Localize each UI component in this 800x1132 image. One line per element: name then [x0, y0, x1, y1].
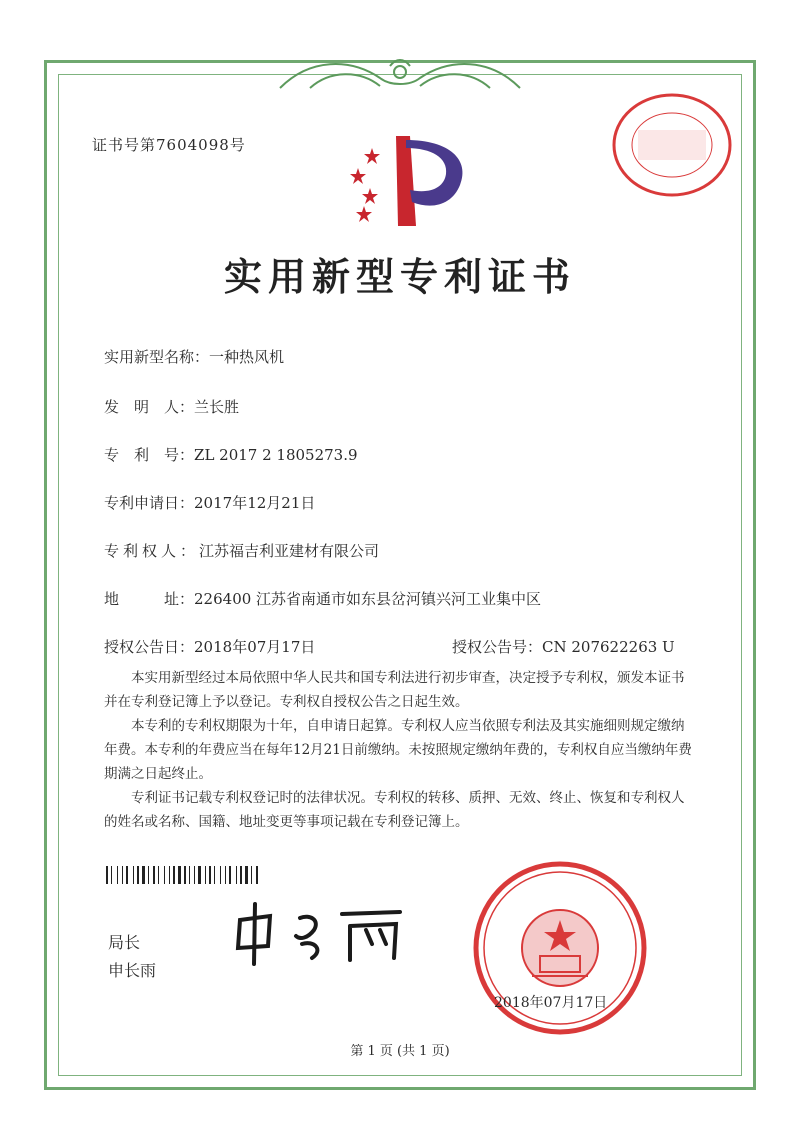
barcode-bar	[207, 866, 208, 884]
barcode-bar	[126, 866, 128, 884]
barcode-bar	[238, 866, 239, 884]
barcode-bar	[153, 866, 155, 884]
barcode-bar	[227, 866, 228, 884]
barcode-bar	[245, 866, 248, 884]
barcode-bar	[160, 866, 163, 884]
barcode-bar	[220, 866, 221, 884]
barcode-bar	[150, 866, 152, 884]
barcode-bar	[171, 866, 172, 884]
barcode-bar	[214, 866, 215, 884]
barcode-bar	[169, 866, 170, 884]
barcode-bar	[109, 866, 110, 884]
barcode-bar	[146, 866, 147, 884]
barcode-bar	[133, 866, 134, 884]
barcode-bar	[156, 866, 157, 884]
field-grant-number	[452, 636, 675, 657]
barcode-bar	[194, 866, 195, 884]
barcode-bar	[222, 866, 224, 884]
field-value: 226400 江苏省南通市如东县岔河镇兴河工业集中区	[194, 590, 542, 608]
field-label: 授权公告号：	[452, 638, 543, 656]
barcode-bar	[209, 866, 211, 884]
field-grant-date	[104, 636, 315, 657]
field-value: 2018年07月17日	[194, 638, 316, 656]
barcode-bar	[111, 866, 112, 884]
field-label: 地 址：	[104, 590, 195, 608]
barcode	[106, 866, 406, 884]
field-patentee	[104, 540, 379, 561]
barcode-bar	[232, 866, 235, 884]
barcode-bar	[259, 866, 260, 884]
paragraph: 本实用新型经过本局依照中华人民共和国专利法进行初步审查，决定授予专利权，颁发本证书并在专利登记簿上予以登记。专利权自授权公告之日起生效。	[104, 670, 685, 710]
director-signature	[230, 900, 410, 970]
paragraph: 本专利的专利权期限为十年，自申请日起算。专利权人应当依照专利法及其实施细则规定缴纳年费。本专利的年费应当在每年12月21日前缴纳。未按照规定缴纳年费的，专利权自应当缴纳年费期满之日起终止。	[104, 718, 692, 782]
barcode-bar	[166, 866, 168, 884]
cnipa-logo	[340, 130, 480, 230]
barcode-bar	[106, 866, 108, 884]
field-value: 兰长胜	[194, 398, 240, 416]
tax-seal	[608, 90, 736, 200]
barcode-bar	[135, 866, 136, 884]
barcode-bar	[184, 866, 186, 884]
barcode-bar	[240, 866, 242, 884]
field-value: 一种热风机	[209, 348, 285, 366]
director-name: 申长雨	[108, 961, 157, 980]
barcode-bar	[212, 866, 213, 884]
barcode-bar	[137, 866, 139, 884]
field-label: 授权公告日：	[104, 638, 195, 656]
barcode-bar	[249, 866, 250, 884]
barcode-bar	[216, 866, 219, 884]
barcode-bar	[182, 866, 183, 884]
field-label: 专利权人：	[104, 542, 200, 560]
barcode-bar	[113, 866, 116, 884]
barcode-bar	[178, 866, 181, 884]
barcode-bar	[202, 866, 204, 884]
barcode-bar	[129, 866, 132, 884]
barcode-bar	[176, 866, 177, 884]
barcode-bar	[164, 866, 165, 884]
barcode-bar	[117, 866, 118, 884]
field-value: 江苏福吉利亚建材有限公司	[199, 542, 380, 560]
field-label: 专 利 号：	[104, 446, 195, 464]
barcode-bar	[122, 866, 123, 884]
barcode-bar	[124, 866, 125, 884]
field-patent-number	[104, 444, 358, 465]
field-label: 专利申请日：	[104, 494, 195, 512]
barcode-bar	[191, 866, 193, 884]
barcode-bar	[158, 866, 159, 884]
barcode-bar	[140, 866, 141, 884]
barcode-bar	[251, 866, 252, 884]
field-value: ZL 2017 2 1805273.9	[194, 446, 358, 464]
barcode-bar	[229, 866, 231, 884]
field-utility-model-name	[104, 346, 284, 367]
barcode-bar	[187, 866, 188, 884]
barcode-bar	[236, 866, 237, 884]
field-value: 2017年12月21日	[194, 494, 316, 512]
barcode-bar	[189, 866, 190, 884]
legal-text	[104, 666, 696, 834]
paragraph: 专利证书记载专利权登记时的法律状况。专利权的转移、质押、无效、终止、恢复和专利权人的姓名或名称、国籍、地址变更等事项记载在专利登记簿上。	[104, 790, 685, 830]
barcode-bar	[243, 866, 244, 884]
barcode-bar	[198, 866, 201, 884]
barcode-bar	[225, 866, 226, 884]
director-title: 局长	[108, 933, 141, 952]
barcode-bar	[256, 866, 258, 884]
field-label: 实用新型名称：	[104, 348, 210, 366]
barcode-bar	[253, 866, 255, 884]
top-ornament	[270, 58, 530, 98]
certificate-number: 证书号第7604098号	[92, 136, 246, 154]
barcode-bar	[205, 866, 206, 884]
field-address	[104, 588, 541, 609]
issue-date: 2018年07月17日	[494, 995, 608, 1011]
field-inventor	[104, 396, 239, 417]
barcode-bar	[148, 866, 149, 884]
barcode-bar	[119, 866, 121, 884]
page-footer: 第 1 页 (共 1 页)	[350, 1044, 450, 1059]
barcode-bar	[142, 866, 145, 884]
barcode-bar	[196, 866, 197, 884]
field-filing-date	[104, 492, 315, 513]
certificate-title: 实用新型专利证书	[223, 254, 576, 299]
field-value: CN 207622263 U	[542, 638, 675, 656]
field-label: 发 明 人：	[104, 398, 195, 416]
barcode-bar	[173, 866, 175, 884]
